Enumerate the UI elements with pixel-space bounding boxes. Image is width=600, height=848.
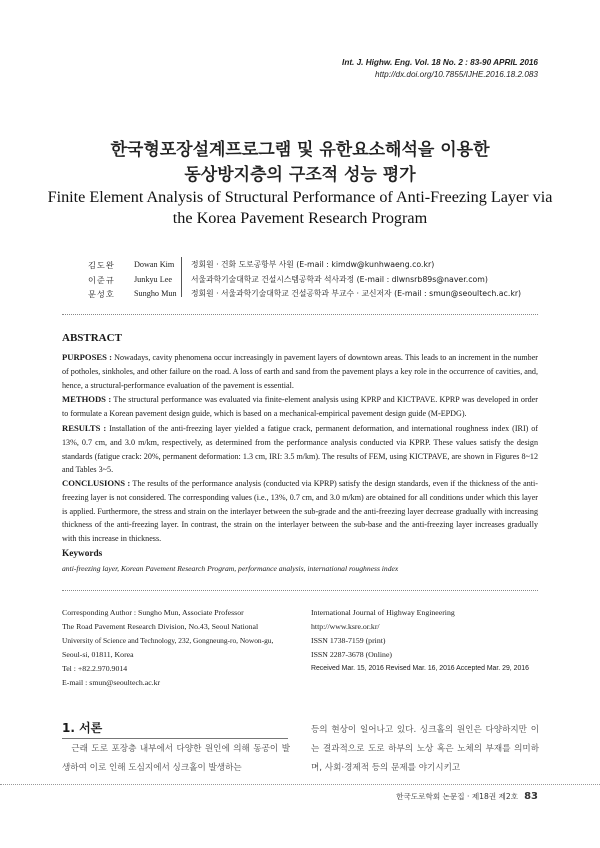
separator [62, 590, 538, 591]
intro-right-column: 등의 현상이 일어나고 있다. 싱크홀의 원인은 다양하지만 이는 결과적으로 도로 하부의 노상 혹은 노체의 부재를 의미하며, 사회·경제적 등의 문제를 야기시키고 [311, 725, 539, 773]
journal-citation [342, 57, 538, 81]
journal-line: Int. J. Highw. Eng. Vol. 18 No. 2 : 83-90 APRIL 2016 [342, 58, 538, 67]
english-title-line2: the Korea Pavement Research Program [172, 209, 428, 227]
author-ename: Dowan Kim [134, 260, 175, 269]
abstract-heading: ABSTRACT [62, 332, 122, 344]
author-ename: Junkyu Lee [134, 274, 172, 284]
corr-line: Corresponding Author : Sungho Mun, Associate Professor [62, 608, 244, 617]
author-korean-names [88, 258, 115, 302]
keywords-heading: Keywords [62, 549, 103, 559]
corr-email[interactable]: E-mail : smun@seoultech.ac.kr [62, 677, 161, 687]
received-dates: Received Mar. 15, 2016 Revised Mar. 16, 2016 Accepted Mar. 29, 2016 [311, 664, 529, 672]
author-kname: 이준규 [88, 274, 115, 285]
korean-title-line2: 동상방지층의 구조적 성능 평가 [184, 165, 416, 185]
author-affiliations [191, 258, 521, 302]
separator [62, 314, 538, 315]
purposes-text: Nowadays, cavity phenomena occur increasingly in pavement layers of downtown areas. This leads to an increment in the number of potholes, sinkholes, and other failure on the road. A loss of earth and sand from the pavement plays a key role in the occurrence of cavities, and, hence, a structural-performance evaluation of the pavement is essential. [62, 353, 538, 390]
abstract-conclusions [62, 477, 538, 546]
section-underline [62, 738, 288, 739]
corr-line: Tel : +82.2.970.9014 [62, 663, 128, 673]
results-text: Installation of the anti-freezing layer yielded a fatigue crack, permanent deformation, and international roughness index (IRI) of 13%, 0.7 cm, and 3.0 m/km, respectively, as determined from the performance analysis conducted via KPRP. These values satisfy the design standards (fatigue crack: 20%, permanent deformation: 1.3 cm, IRI: 3.5 m/km). The results of FEM, using KICTPAVE, are shown in Figures 8~12 and Tables 3~5. [62, 424, 538, 475]
author-divider [181, 257, 182, 297]
journal-url[interactable]: http://www.ksre.or.kr/ [311, 621, 380, 631]
issn-online: ISSN 2287-3678 (Online) [311, 649, 392, 659]
conclusions-text: The results of the performance analysis (conducted via KPRP) satisfy the design standards, even if the thickness of the anti-freezing layer is not considered. The corresponding values (i.e., 13%, 0.7 cm, and 3.0 m/km) are obtained for all conditions under which this layer is applied. Furthermore, the stress and strain on the interlayer between the sub-grade and the anti-freezing layer decrease gradually with increasing thickness of the anti-freezing layer. In contrast, the strain on the interlayer between the sub-base and the anti-freezing layer increases gradually with this increase in thickness. [62, 479, 538, 544]
corresponding-author-block [62, 606, 292, 689]
issn-print: ISSN 1738-7159 (print) [311, 635, 386, 645]
page-number: 83 [524, 791, 538, 802]
author-affiliation: 정회원 · 서울과학기술대학교 건설공학과 부교수 · 교신저자 (E-mail : smun@seoultech.ac.kr) [191, 289, 522, 298]
conclusions-label: CONCLUSIONS : [62, 478, 131, 488]
corr-line: University of Science and Technology, 232, Gongneung-ro, Nowon-gu, [62, 635, 274, 645]
journal-name: International Journal of Highway Engineering [311, 608, 455, 617]
footer-journal: 한국도로학회 논문집 · 제18권 제2호 [396, 792, 519, 801]
methods-text: The structural performance was evaluated via finite-element analysis using KPRP and KICTPAVE. KPRP was developed in order to formulate a Korean pavement design guide, which is based on a mechanical-empirical pavement design guide (M-EPDG). [62, 395, 538, 418]
doi-link[interactable]: http://dx.doi.org/10.7855/IJHE.2016.18.2.083 [375, 70, 538, 79]
author-affiliation: 정회원 · 건화 도로공항부 사원 (E-mail : kimdw@kunhwaeng.co.kr) [191, 260, 435, 269]
author-english-names [134, 258, 177, 302]
intro-left-column: 근래 도로 포장층 내부에서 다양한 원인에 의해 동공이 발생하여 이로 인해 도심지에서 싱크홀이 발생하는 [62, 744, 290, 773]
abstract-results [62, 422, 538, 477]
author-affiliation: 서울과학기술대학교 건설시스템공학과 석사과정 (E-mail : dlwnsrb89s@naver.com) [191, 274, 488, 284]
corr-line: Seoul-si, 01811, Korea [62, 649, 134, 659]
korean-title-line1: 한국형포장설계프로그램 및 유한요소해석을 이용한 [110, 140, 490, 160]
methods-label: METHODS : [62, 394, 112, 404]
results-label: RESULTS : [62, 423, 107, 433]
english-title-line1: Finite Element Analysis of Structural Performance of Anti-Freezing Layer via [47, 188, 553, 206]
footer-line [0, 784, 600, 785]
author-ename: Sungho Mun [134, 289, 177, 298]
section-heading: 1. 서론 [62, 721, 103, 735]
abstract-purposes [62, 351, 538, 392]
purposes-label: PURPOSES : [62, 352, 113, 362]
abstract-methods [62, 393, 538, 421]
author-kname: 김도완 [88, 260, 115, 270]
keywords-text: anti-freezing layer, Korean Pavement Research Program, performance analysis, international roughness index [62, 564, 399, 573]
author-kname: 문성호 [88, 289, 115, 299]
journal-info-block [311, 606, 539, 676]
corr-line: The Road Pavement Research Division, No.43, Seoul National [62, 621, 259, 631]
page-footer [396, 791, 538, 802]
